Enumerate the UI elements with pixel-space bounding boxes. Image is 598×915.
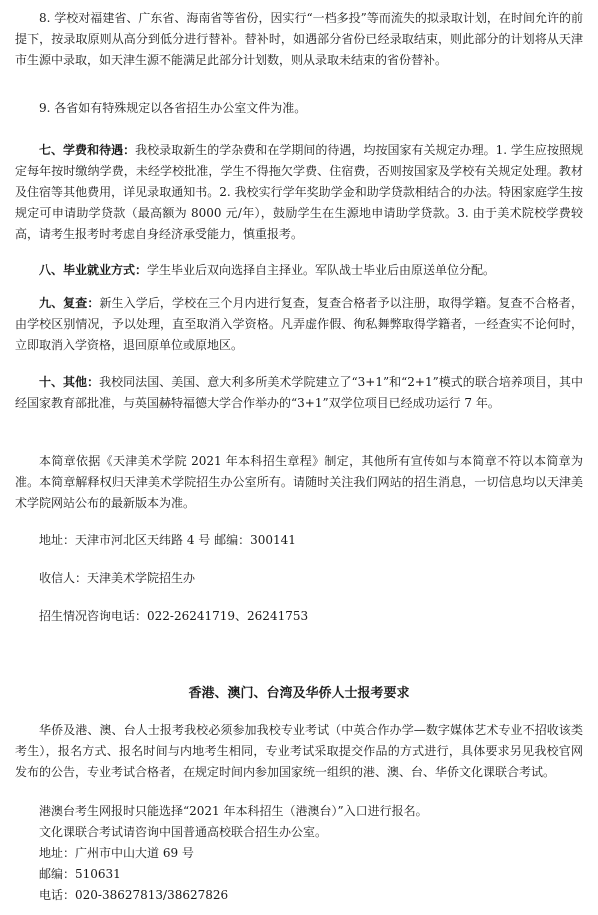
contact-phone: 招生情况咨询电话：022-26241719、26241753	[39, 609, 309, 623]
section-fees-text: 我校录取新生的学杂费和在学期间的待遇，均按国家有关规定办理。1. 学生应按照规定每年按时缴纳学费，未经学校批准，学生不得拖欠学费、住宿费，否则按国家及学校有关规定处理。教材及住宿等其他费用，详见录取通知书。2. 我校实行学年奖助学金和助学贷款相结合的办法。特困家庭学生按规定可申请助学贷款（最高额为 8000 元/年），鼓励学生在生源地申请助学贷款。3. 由于美术院校学费较高，请考生报考时考虑自身经济承受能力，慎重报考。	[15, 143, 583, 241]
closing-paragraph: 本简章依据《天津美术学院 2021 年本科招生章程》制定，其他所有宣传如与本简章不符以本简章为准。本简章解释权归天津美术学院招生办公室所有。请随时关注我们网站的招生消息，一切信息均以天津美术学院网站公布的最新版本为准。	[15, 454, 583, 510]
hk-line-3: 地址：广州市中山大道 69 号	[39, 846, 194, 860]
section-other	[15, 372, 583, 414]
hk-line-5: 电话：020-38627813/38627826	[39, 888, 229, 902]
section-other-text: 我校同法国、美国、意大利多所美术学院建立了“3+1”和“2+1”模式的联合培养项目，其中经国家教育部批准，与英国赫特福德大学合作举办的“3+1”双学位项目已经成功运行 7 年。	[15, 375, 583, 410]
section-employment-text: 学生毕业后双向选择自主择业。军队战士毕业后由原送单位分配。	[147, 263, 496, 277]
section-review-text: 新生入学后，学校在三个月内进行复查，复查合格者予以注册，取得学籍。复查不合格者，由学校区别情况，予以处理，直至取消入学资格。凡弄虚作假、徇私舞弊取得学籍者，一经查实不论何时，立即取消入学资格，退回原单位或原地区。	[15, 296, 583, 352]
paragraph-9: 9. 各省如有特殊规定以各省招生办公室文件为准。	[39, 101, 307, 115]
section-other-heading: 十、其他：	[39, 375, 100, 389]
section-review	[15, 293, 583, 356]
hk-paragraph: 华侨及港、澳、台人士报考我校必须参加我校专业考试（中英合作办学—数字媒体艺术专业不招收该类考生），报名方式、报名时间与内地考生相同，专业考试采取提交作品的方式进行，具体要求另见我校官网发布的公告，专业考试合格者，在规定时间内参加国家统一组织的港、澳、台、华侨文化课联合考试。	[15, 723, 583, 779]
paragraph-8: 8. 学校对福建省、广东省、海南省等省份，因实行“一档多投”等而流失的拟录取计划，在时间允许的前提下，按录取原则从高分到低分进行替补。替补时，如遇部分省份已经录取结束，则此部分的计划将从天津市生源中录取，如天津生源不能满足此部分计划数，则从录取未结束的省份替补。	[15, 11, 583, 67]
contact-address: 地址：天津市河北区天纬路 4 号 邮编：300141	[39, 533, 296, 547]
section-fees	[15, 140, 583, 245]
section-fees-heading: 七、学费和待遇：	[39, 143, 136, 157]
contact-recipient: 收信人：天津美术学院招生办	[39, 571, 196, 585]
hk-section-title: 香港、澳门、台湾及华侨人士报考要求	[188, 686, 410, 701]
section-employment-heading: 八、毕业就业方式：	[39, 263, 148, 277]
section-review-heading: 九、复查：	[39, 296, 100, 310]
section-employment	[15, 260, 583, 281]
hk-line-1: 港澳台考生网报时只能选择“2021 年本科招生（港澳台）”入口进行报名。	[39, 804, 428, 818]
hk-line-2: 文化课联合考试请咨询中国普通高校联合招生办公室。	[39, 825, 328, 839]
hk-line-4: 邮编：510631	[39, 867, 121, 881]
